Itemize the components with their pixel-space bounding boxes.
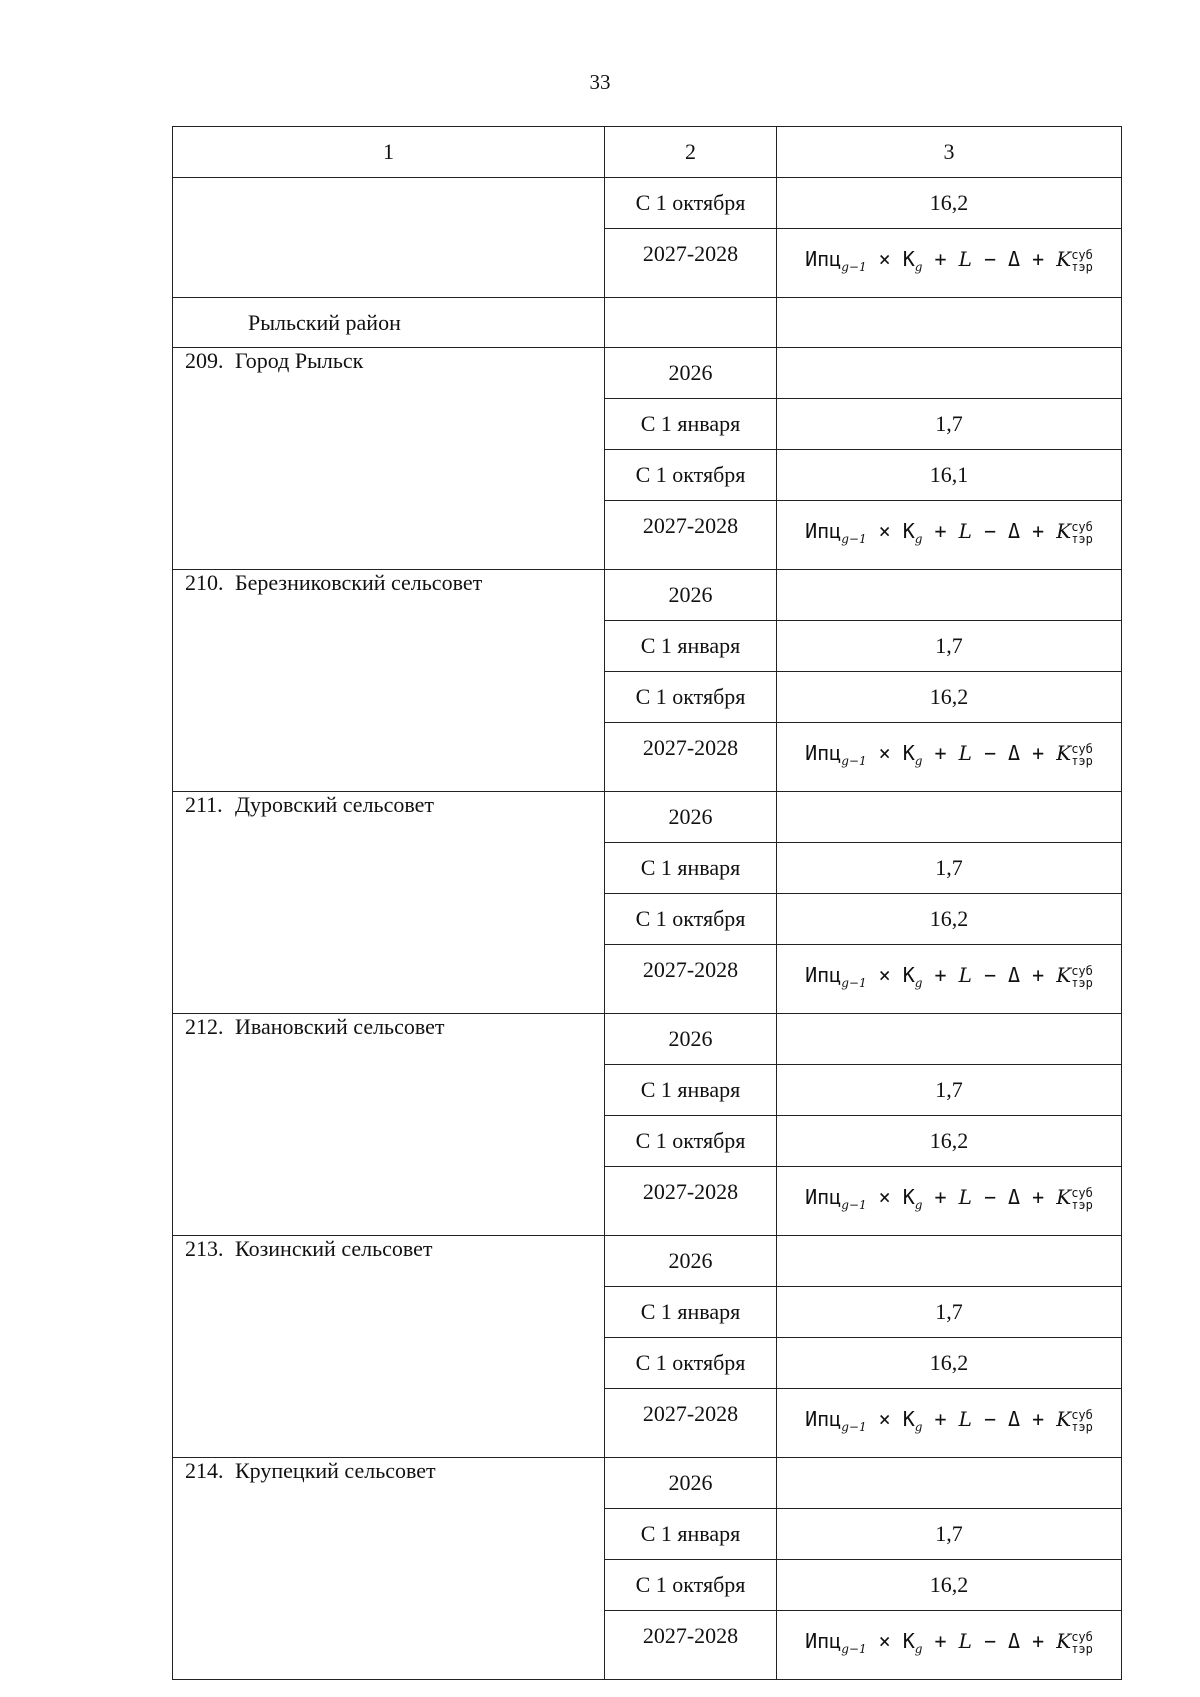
year-cell: 2026 [605, 348, 777, 399]
year-cell: 2026 [605, 570, 777, 621]
settlement-cell [173, 792, 605, 1014]
empty-cell [777, 1014, 1122, 1065]
value-cell: 1,7 [777, 1509, 1122, 1560]
formula-cell [777, 229, 1122, 298]
settlement-cell [173, 1236, 605, 1458]
district-name: Рыльский район [248, 310, 401, 335]
table-row [173, 1236, 1122, 1287]
table-row [173, 348, 1122, 399]
district-row [173, 298, 1122, 348]
value-cell: 1,7 [777, 399, 1122, 450]
formula: $Ипц_{g-1} \times К_g + L - \Delta + K$ суб тэр [805, 741, 1093, 768]
entry-number: 212. [185, 1014, 224, 1039]
period-label-cell: С 1 октября [605, 894, 777, 945]
settlement-cell [173, 1458, 605, 1680]
period-label-cell: С 1 октября [605, 1338, 777, 1389]
value-cell: 16,2 [777, 1338, 1122, 1389]
year-cell: 2026 [605, 792, 777, 843]
period-label-cell: С 1 октября [605, 178, 777, 229]
year-cell: 2026 [605, 1236, 777, 1287]
entry-number: 209. [185, 348, 224, 373]
value-cell: 1,7 [777, 843, 1122, 894]
value-cell: 1,7 [777, 621, 1122, 672]
settlement-name: Город Рыльск [235, 348, 364, 373]
header-col-3: 3 [777, 127, 1122, 178]
empty-cell [777, 298, 1122, 348]
value-cell: 16,2 [777, 178, 1122, 229]
value-cell: 16,2 [777, 1560, 1122, 1611]
page-number: 33 [589, 70, 611, 94]
year-cell: 2026 [605, 1014, 777, 1065]
settlement-name: Крупецкий сельсовет [235, 1458, 436, 1483]
header-col-2: 2 [605, 127, 777, 178]
empty-cell [777, 1236, 1122, 1287]
table-row [173, 570, 1122, 621]
value-cell: 16,1 [777, 450, 1122, 501]
period-label-cell: С 1 января [605, 1509, 777, 1560]
empty-cell [777, 1458, 1122, 1509]
district-cell [173, 298, 605, 348]
formula-cell [777, 1611, 1122, 1680]
period-label-cell: С 1 октября [605, 450, 777, 501]
table-row [173, 1458, 1122, 1509]
period-label-cell: С 1 января [605, 843, 777, 894]
period-label-cell: 2027-2028 [605, 1167, 777, 1236]
settlement-name: Дуровский сельсовет [235, 792, 434, 817]
period-label-cell: 2027-2028 [605, 501, 777, 570]
entry-number: 210. [185, 570, 224, 595]
entry-number: 213. [185, 1236, 224, 1261]
continuation-name-cell [173, 178, 605, 298]
table-row [173, 178, 1122, 229]
entry-number: 214. [185, 1458, 224, 1483]
period-label-cell: С 1 октября [605, 672, 777, 723]
value-cell: 1,7 [777, 1065, 1122, 1116]
period-label-cell: С 1 октября [605, 1560, 777, 1611]
entry-number: 211. [185, 792, 223, 817]
formula: $Ипц_{g-1} \times К_g + L - \Delta + K$ суб тэр [805, 1629, 1093, 1656]
formula: $Ипц_{g-1} \times К_g + L - \Delta + K$ суб тэр [805, 247, 1093, 274]
value-cell: 16,2 [777, 1116, 1122, 1167]
header-row [173, 127, 1122, 178]
period-label-cell: С 1 января [605, 399, 777, 450]
settlement-name: Ивановский сельсовет [235, 1014, 445, 1039]
empty-cell [605, 298, 777, 348]
period-label-cell: 2027-2028 [605, 1611, 777, 1680]
settlement-cell [173, 1014, 605, 1236]
formula: $Ипц_{g-1} \times К_g + L - \Delta + K$ суб тэр [805, 1407, 1093, 1434]
settlement-cell [173, 570, 605, 792]
formula-cell [777, 1389, 1122, 1458]
empty-cell [777, 348, 1122, 399]
formula-cell [777, 945, 1122, 1014]
period-label-cell: 2027-2028 [605, 723, 777, 792]
year-cell: 2026 [605, 1458, 777, 1509]
formula: $Ипц_{g-1} \times К_g + L - \Delta + K$ суб тэр [805, 519, 1093, 546]
empty-cell [777, 792, 1122, 843]
value-cell: 1,7 [777, 1287, 1122, 1338]
formula-cell [777, 723, 1122, 792]
value-cell: 16,2 [777, 672, 1122, 723]
settlement-cell [173, 348, 605, 570]
period-label-cell: С 1 января [605, 1287, 777, 1338]
formula-cell [777, 1167, 1122, 1236]
formula: $Ипц_{g-1} \times К_g + L - \Delta + K$ суб тэр [805, 1185, 1093, 1212]
period-label-cell: С 1 января [605, 621, 777, 672]
empty-cell [777, 570, 1122, 621]
value-cell: 16,2 [777, 894, 1122, 945]
settlement-name: Березниковский сельсовет [235, 570, 483, 595]
period-label-cell: 2027-2028 [605, 945, 777, 1014]
period-label-cell: 2027-2028 [605, 229, 777, 298]
period-label-cell: С 1 октября [605, 1116, 777, 1167]
table-row [173, 1014, 1122, 1065]
period-label-cell: 2027-2028 [605, 1389, 777, 1458]
table-row [173, 792, 1122, 843]
settlement-name: Козинский сельсовет [235, 1236, 433, 1261]
header-col-1: 1 [173, 127, 605, 178]
tariff-table [172, 126, 1122, 1680]
period-label-cell: С 1 января [605, 1065, 777, 1116]
formula: $Ипц_{g-1} \times К_g + L - \Delta + K$ суб тэр [805, 963, 1093, 990]
formula-cell [777, 501, 1122, 570]
